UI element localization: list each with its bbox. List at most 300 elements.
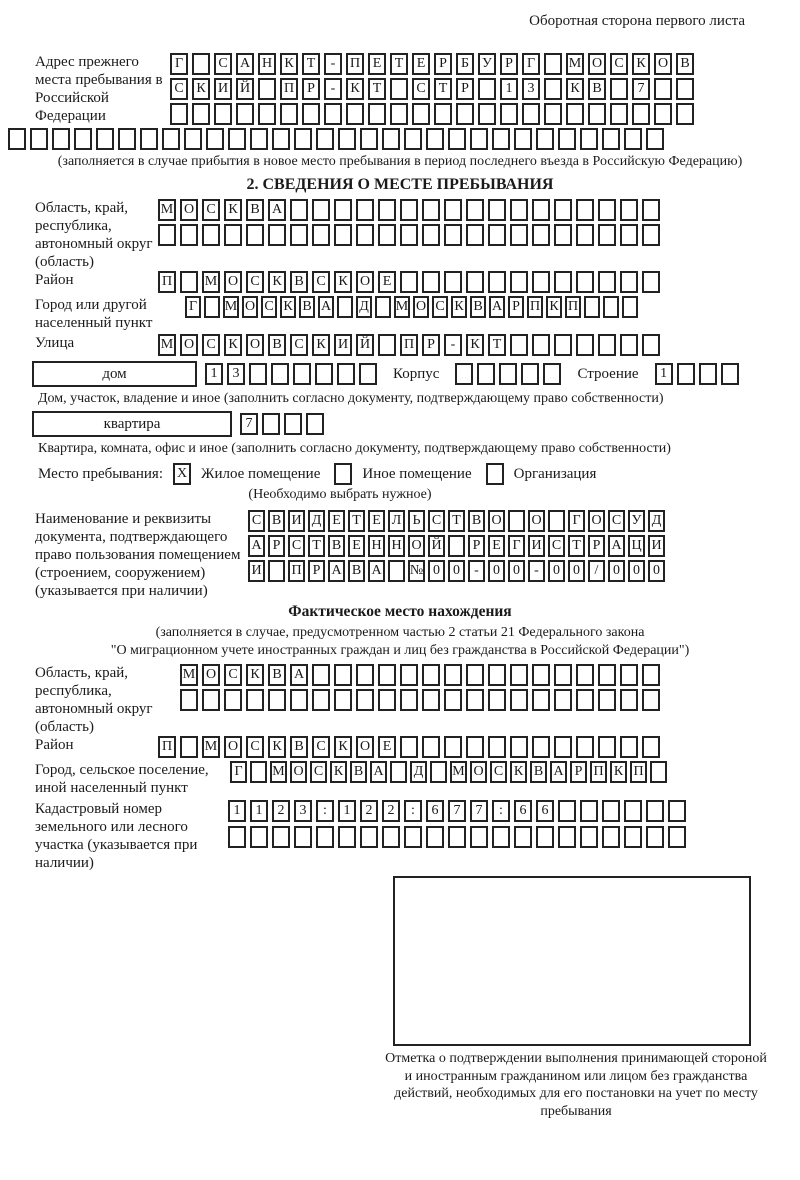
char-box[interactable] — [584, 296, 600, 318]
char-box[interactable]: 7 — [470, 800, 488, 822]
char-box[interactable] — [250, 128, 268, 150]
char-box[interactable] — [554, 271, 572, 293]
char-box[interactable]: Г — [508, 535, 525, 557]
char-box[interactable]: Т — [448, 510, 465, 532]
char-box[interactable]: М — [202, 736, 220, 758]
char-box[interactable]: К — [280, 296, 296, 318]
char-box[interactable]: С — [548, 535, 565, 557]
char-box[interactable]: И — [648, 535, 665, 557]
char-box[interactable]: С — [412, 78, 430, 100]
char-box[interactable] — [488, 689, 506, 711]
char-box[interactable] — [224, 689, 242, 711]
char-box[interactable]: С — [310, 761, 327, 783]
char-box[interactable] — [258, 103, 276, 125]
char-box[interactable]: А — [328, 560, 345, 582]
char-box[interactable]: С — [288, 535, 305, 557]
char-box[interactable]: Н — [368, 535, 385, 557]
char-box[interactable] — [180, 224, 198, 246]
char-box[interactable] — [316, 826, 334, 848]
char-box[interactable]: Е — [368, 510, 385, 532]
char-box[interactable] — [510, 199, 528, 221]
char-box[interactable] — [620, 224, 638, 246]
char-box[interactable] — [444, 224, 462, 246]
char-box[interactable]: У — [478, 53, 496, 75]
char-box[interactable] — [140, 128, 158, 150]
char-box[interactable]: П — [630, 761, 647, 783]
char-box[interactable] — [455, 363, 473, 385]
char-box[interactable]: 0 — [628, 560, 645, 582]
char-box[interactable]: О — [654, 53, 672, 75]
char-box[interactable] — [510, 334, 528, 356]
char-box[interactable]: М — [223, 296, 239, 318]
char-box[interactable]: А — [268, 199, 286, 221]
char-box[interactable]: И — [528, 535, 545, 557]
char-box[interactable]: / — [588, 560, 605, 582]
char-box[interactable] — [532, 736, 550, 758]
char-box[interactable] — [412, 103, 430, 125]
char-box[interactable]: П — [527, 296, 543, 318]
char-box[interactable] — [624, 128, 642, 150]
char-box[interactable]: В — [676, 53, 694, 75]
char-box[interactable] — [378, 664, 396, 686]
char-box[interactable] — [478, 103, 496, 125]
char-box[interactable]: В — [468, 510, 485, 532]
char-box[interactable] — [258, 78, 276, 100]
char-box[interactable] — [293, 363, 311, 385]
char-box[interactable]: 0 — [428, 560, 445, 582]
char-box[interactable] — [598, 271, 616, 293]
char-box[interactable]: Б — [456, 53, 474, 75]
char-box[interactable]: И — [214, 78, 232, 100]
char-box[interactable] — [508, 510, 525, 532]
char-box[interactable]: О — [356, 736, 374, 758]
char-box[interactable] — [268, 560, 285, 582]
char-box[interactable] — [400, 224, 418, 246]
char-box[interactable] — [510, 664, 528, 686]
char-box[interactable] — [554, 334, 572, 356]
char-box[interactable] — [422, 224, 440, 246]
char-box[interactable] — [620, 334, 638, 356]
char-box[interactable] — [588, 103, 606, 125]
char-box[interactable]: - — [324, 53, 342, 75]
char-box[interactable]: В — [268, 510, 285, 532]
char-box[interactable] — [224, 224, 242, 246]
char-box[interactable] — [236, 103, 254, 125]
char-box[interactable] — [228, 128, 246, 150]
char-box[interactable] — [356, 199, 374, 221]
char-box[interactable] — [444, 689, 462, 711]
char-box[interactable] — [400, 271, 418, 293]
char-box[interactable] — [721, 363, 739, 385]
char-box[interactable] — [576, 199, 594, 221]
char-box[interactable] — [378, 334, 396, 356]
char-box[interactable] — [466, 224, 484, 246]
char-box[interactable]: Л — [388, 510, 405, 532]
char-box[interactable] — [580, 800, 598, 822]
char-box[interactable] — [192, 103, 210, 125]
char-box[interactable]: Д — [648, 510, 665, 532]
char-box[interactable]: С — [246, 271, 264, 293]
char-box[interactable]: С — [170, 78, 188, 100]
char-box[interactable] — [620, 736, 638, 758]
char-box[interactable] — [448, 826, 466, 848]
char-box[interactable] — [202, 689, 220, 711]
char-box[interactable]: О — [488, 510, 505, 532]
char-box[interactable] — [544, 53, 562, 75]
char-box[interactable]: 3 — [522, 78, 540, 100]
char-box[interactable] — [699, 363, 717, 385]
char-box[interactable]: - — [468, 560, 485, 582]
char-box[interactable] — [359, 363, 377, 385]
char-box[interactable] — [334, 199, 352, 221]
char-box[interactable] — [603, 296, 619, 318]
char-box[interactable] — [466, 689, 484, 711]
char-box[interactable]: О — [588, 53, 606, 75]
char-box[interactable]: Е — [378, 736, 396, 758]
char-box[interactable]: К — [466, 334, 484, 356]
char-box[interactable] — [404, 826, 422, 848]
char-box[interactable] — [510, 271, 528, 293]
char-box[interactable] — [598, 334, 616, 356]
char-box[interactable]: А — [248, 535, 265, 557]
char-box[interactable] — [642, 689, 660, 711]
char-box[interactable] — [642, 224, 660, 246]
char-box[interactable] — [598, 224, 616, 246]
char-box[interactable]: - — [528, 560, 545, 582]
char-box[interactable]: А — [290, 664, 308, 686]
char-box[interactable] — [620, 664, 638, 686]
char-box[interactable]: Е — [348, 535, 365, 557]
char-box[interactable] — [576, 224, 594, 246]
char-box[interactable]: Т — [568, 535, 585, 557]
char-box[interactable]: К — [610, 761, 627, 783]
char-box[interactable] — [290, 224, 308, 246]
char-box[interactable] — [632, 103, 650, 125]
char-box[interactable] — [422, 271, 440, 293]
char-box[interactable] — [246, 224, 264, 246]
char-box[interactable] — [430, 761, 447, 783]
char-box[interactable] — [558, 826, 576, 848]
char-box[interactable]: Р — [308, 560, 325, 582]
char-box[interactable] — [162, 128, 180, 150]
char-box[interactable]: Г — [522, 53, 540, 75]
char-box[interactable]: Р — [588, 535, 605, 557]
char-box[interactable]: К — [224, 334, 242, 356]
char-box[interactable] — [382, 826, 400, 848]
char-box[interactable] — [576, 334, 594, 356]
char-box[interactable]: П — [288, 560, 305, 582]
char-box[interactable] — [271, 363, 289, 385]
char-box[interactable]: В — [588, 78, 606, 100]
char-box[interactable]: В — [470, 296, 486, 318]
char-box[interactable]: 6 — [514, 800, 532, 822]
char-box[interactable]: П — [158, 271, 176, 293]
char-box[interactable] — [654, 78, 672, 100]
char-box[interactable]: О — [224, 736, 242, 758]
char-box[interactable] — [466, 736, 484, 758]
char-box[interactable] — [360, 128, 378, 150]
char-box[interactable] — [554, 736, 572, 758]
char-box[interactable]: М — [450, 761, 467, 783]
char-box[interactable] — [499, 363, 517, 385]
char-box[interactable]: М — [158, 334, 176, 356]
char-box[interactable] — [620, 689, 638, 711]
char-box[interactable] — [602, 826, 620, 848]
checkbox-inoe-pomeshchenie[interactable] — [334, 463, 352, 485]
char-box[interactable] — [444, 199, 462, 221]
char-box[interactable] — [422, 736, 440, 758]
char-box[interactable] — [521, 363, 539, 385]
char-box[interactable]: Г — [568, 510, 585, 532]
char-box[interactable]: В — [246, 199, 264, 221]
char-box[interactable] — [543, 363, 561, 385]
char-box[interactable] — [268, 689, 286, 711]
char-box[interactable] — [654, 103, 672, 125]
char-box[interactable]: И — [288, 510, 305, 532]
char-box[interactable]: 7 — [240, 413, 258, 435]
char-box[interactable]: В — [290, 736, 308, 758]
char-box[interactable]: К — [566, 78, 584, 100]
dom-field-box[interactable]: дом — [32, 361, 197, 387]
char-box[interactable] — [510, 689, 528, 711]
char-box[interactable]: С — [608, 510, 625, 532]
char-box[interactable] — [290, 199, 308, 221]
char-box[interactable] — [74, 128, 92, 150]
char-box[interactable]: К — [451, 296, 467, 318]
char-box[interactable] — [466, 664, 484, 686]
char-box[interactable]: Т — [390, 53, 408, 75]
char-box[interactable]: И — [334, 334, 352, 356]
char-box[interactable] — [548, 510, 565, 532]
char-box[interactable]: Ь — [408, 510, 425, 532]
char-box[interactable] — [492, 128, 510, 150]
char-box[interactable] — [204, 296, 220, 318]
char-box[interactable]: М — [270, 761, 287, 783]
char-box[interactable]: А — [550, 761, 567, 783]
char-box[interactable] — [598, 736, 616, 758]
char-box[interactable] — [544, 78, 562, 100]
char-box[interactable]: О — [413, 296, 429, 318]
char-box[interactable] — [554, 689, 572, 711]
char-box[interactable] — [554, 199, 572, 221]
char-box[interactable] — [338, 128, 356, 150]
char-box[interactable]: К — [334, 271, 352, 293]
char-box[interactable]: 1 — [205, 363, 223, 385]
char-box[interactable] — [312, 199, 330, 221]
char-box[interactable]: А — [368, 560, 385, 582]
char-box[interactable] — [624, 800, 642, 822]
char-box[interactable] — [642, 271, 660, 293]
char-box[interactable] — [478, 78, 496, 100]
char-box[interactable] — [400, 199, 418, 221]
char-box[interactable]: : — [316, 800, 334, 822]
char-box[interactable]: Й — [356, 334, 374, 356]
char-box[interactable] — [456, 103, 474, 125]
char-box[interactable] — [622, 296, 638, 318]
char-box[interactable] — [677, 363, 695, 385]
char-box[interactable]: 1 — [228, 800, 246, 822]
char-box[interactable] — [532, 199, 550, 221]
char-box[interactable] — [668, 800, 686, 822]
char-box[interactable]: С — [610, 53, 628, 75]
char-box[interactable]: О — [528, 510, 545, 532]
char-box[interactable]: 3 — [227, 363, 245, 385]
char-box[interactable] — [448, 535, 465, 557]
char-box[interactable] — [514, 826, 532, 848]
char-box[interactable]: К — [224, 199, 242, 221]
char-box[interactable]: С — [224, 664, 242, 686]
char-box[interactable]: К — [192, 78, 210, 100]
char-box[interactable]: К — [346, 78, 364, 100]
char-box[interactable] — [249, 363, 267, 385]
char-box[interactable]: Т — [348, 510, 365, 532]
char-box[interactable]: Н — [388, 535, 405, 557]
char-box[interactable]: О — [224, 271, 242, 293]
char-box[interactable]: Т — [488, 334, 506, 356]
char-box[interactable] — [598, 689, 616, 711]
char-box[interactable] — [426, 826, 444, 848]
char-box[interactable]: 0 — [608, 560, 625, 582]
char-box[interactable] — [400, 689, 418, 711]
char-box[interactable]: Е — [412, 53, 430, 75]
char-box[interactable]: М — [202, 271, 220, 293]
char-box[interactable]: А — [489, 296, 505, 318]
char-box[interactable] — [477, 363, 495, 385]
char-box[interactable]: М — [180, 664, 198, 686]
char-box[interactable]: 3 — [294, 800, 312, 822]
char-box[interactable]: : — [404, 800, 422, 822]
char-box[interactable] — [676, 103, 694, 125]
char-box[interactable] — [444, 736, 462, 758]
char-box[interactable] — [422, 199, 440, 221]
char-box[interactable] — [214, 103, 232, 125]
char-box[interactable] — [580, 826, 598, 848]
char-box[interactable] — [378, 199, 396, 221]
char-box[interactable]: С — [214, 53, 232, 75]
char-box[interactable] — [650, 761, 667, 783]
char-box[interactable]: О — [242, 296, 258, 318]
char-box[interactable] — [544, 103, 562, 125]
char-box[interactable]: 0 — [488, 560, 505, 582]
char-box[interactable] — [390, 103, 408, 125]
char-box[interactable] — [536, 128, 554, 150]
char-box[interactable] — [268, 224, 286, 246]
char-box[interactable]: П — [158, 736, 176, 758]
char-box[interactable]: № — [408, 560, 425, 582]
char-box[interactable]: Е — [378, 271, 396, 293]
char-box[interactable] — [338, 826, 356, 848]
char-box[interactable] — [337, 363, 355, 385]
char-box[interactable]: М — [566, 53, 584, 75]
char-box[interactable] — [554, 224, 572, 246]
char-box[interactable] — [202, 224, 220, 246]
char-box[interactable]: Г — [170, 53, 188, 75]
char-box[interactable] — [576, 271, 594, 293]
char-box[interactable]: 1 — [655, 363, 673, 385]
char-box[interactable] — [510, 736, 528, 758]
char-box[interactable] — [180, 689, 198, 711]
char-box[interactable] — [360, 826, 378, 848]
char-box[interactable]: С — [312, 271, 330, 293]
char-box[interactable] — [184, 128, 202, 150]
char-box[interactable] — [532, 334, 550, 356]
char-box[interactable] — [262, 413, 280, 435]
char-box[interactable] — [602, 800, 620, 822]
char-box[interactable]: О — [408, 535, 425, 557]
char-box[interactable]: В — [348, 560, 365, 582]
char-box[interactable] — [532, 664, 550, 686]
char-box[interactable]: К — [246, 664, 264, 686]
char-box[interactable]: 0 — [448, 560, 465, 582]
char-box[interactable]: В — [268, 334, 286, 356]
char-box[interactable] — [390, 761, 407, 783]
char-box[interactable]: Р — [434, 53, 452, 75]
char-box[interactable]: А — [370, 761, 387, 783]
char-box[interactable] — [676, 78, 694, 100]
char-box[interactable] — [558, 128, 576, 150]
char-box[interactable]: О — [588, 510, 605, 532]
char-box[interactable]: П — [590, 761, 607, 783]
char-box[interactable]: Р — [456, 78, 474, 100]
char-box[interactable] — [488, 664, 506, 686]
char-box[interactable]: С — [202, 199, 220, 221]
char-box[interactable]: С — [290, 334, 308, 356]
char-box[interactable]: Е — [328, 510, 345, 532]
char-box[interactable] — [170, 103, 188, 125]
char-box[interactable] — [290, 689, 308, 711]
char-box[interactable] — [96, 128, 114, 150]
char-box[interactable] — [580, 128, 598, 150]
char-box[interactable] — [250, 761, 267, 783]
char-box[interactable] — [375, 296, 391, 318]
char-box[interactable]: О — [202, 664, 220, 686]
char-box[interactable] — [434, 103, 452, 125]
char-box[interactable]: Н — [258, 53, 276, 75]
char-box[interactable] — [192, 53, 210, 75]
char-box[interactable]: 2 — [360, 800, 378, 822]
char-box[interactable] — [558, 800, 576, 822]
char-box[interactable]: У — [628, 510, 645, 532]
char-box[interactable]: 7 — [448, 800, 466, 822]
char-box[interactable] — [642, 736, 660, 758]
char-box[interactable] — [280, 103, 298, 125]
char-box[interactable] — [576, 689, 594, 711]
char-box[interactable] — [337, 296, 353, 318]
char-box[interactable] — [510, 224, 528, 246]
char-box[interactable]: Д — [410, 761, 427, 783]
char-box[interactable]: 1 — [250, 800, 268, 822]
char-box[interactable]: 2 — [382, 800, 400, 822]
char-box[interactable] — [514, 128, 532, 150]
char-box[interactable] — [444, 271, 462, 293]
char-box[interactable]: О — [180, 334, 198, 356]
char-box[interactable] — [598, 664, 616, 686]
char-box[interactable] — [368, 103, 386, 125]
char-box[interactable]: - — [444, 334, 462, 356]
char-box[interactable] — [576, 736, 594, 758]
char-box[interactable] — [668, 826, 686, 848]
char-box[interactable] — [334, 224, 352, 246]
char-box[interactable] — [470, 826, 488, 848]
char-box[interactable] — [400, 664, 418, 686]
char-box[interactable]: В — [290, 271, 308, 293]
char-box[interactable] — [620, 199, 638, 221]
char-box[interactable]: В — [350, 761, 367, 783]
char-box[interactable]: 0 — [508, 560, 525, 582]
char-box[interactable]: Р — [570, 761, 587, 783]
char-box[interactable]: Р — [422, 334, 440, 356]
char-box[interactable] — [620, 271, 638, 293]
